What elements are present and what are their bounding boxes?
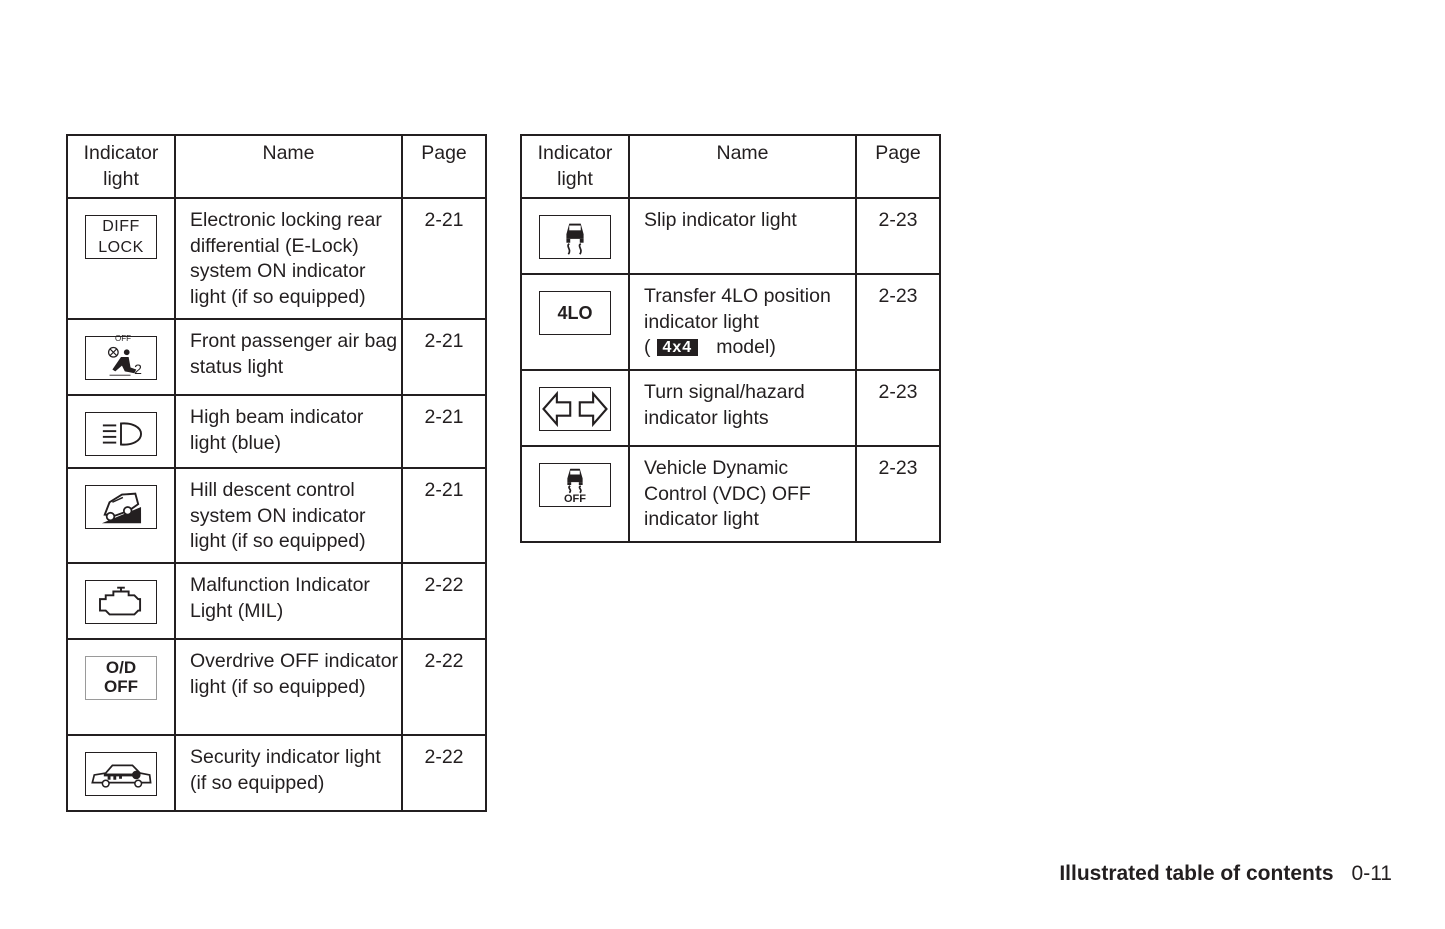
table-row	[67, 319, 486, 395]
indicator-cell	[521, 446, 629, 542]
diff-lock-icon-line1: DIFF	[102, 218, 140, 235]
page-ref: 2-21	[402, 395, 486, 468]
indicator-name: Security indicator light (if so equipped)	[175, 735, 402, 811]
security-key-car-icon-graphic	[86, 753, 156, 795]
indicator-name: Overdrive OFF indicator light (if so equipped)	[175, 639, 402, 735]
high-beam-icon-graphic	[86, 413, 156, 455]
slip-icon	[539, 215, 611, 259]
overdrive-icon-line1: O/D	[105, 658, 137, 677]
indicator-cell	[521, 274, 629, 370]
vdc-off-icon	[539, 463, 611, 507]
page-number: 0-11	[1351, 862, 1392, 885]
indicator-name-text: Transfer 4LO position indicator light	[644, 285, 831, 333]
vdc-off-label: OFF	[564, 493, 586, 505]
4lo-icon-text: 4LO	[557, 303, 593, 323]
indicator-cell	[67, 563, 175, 639]
indicator-name	[629, 274, 856, 370]
header-indicator-light: Indicator light	[67, 135, 175, 198]
indicator-cell	[521, 198, 629, 274]
diff-lock-icon-line2: LOCK	[98, 239, 144, 256]
indicator-cell	[67, 639, 175, 735]
page-ref: 2-23	[856, 274, 940, 370]
indicator-name: Front passenger air bag status light	[175, 319, 402, 395]
indicator-table-right	[520, 134, 941, 543]
page-ref: 2-23	[856, 370, 940, 446]
overdrive-off-icon	[85, 656, 157, 700]
indicator-cell	[67, 735, 175, 811]
indicator-name: Electronic locking rear differential (E-Lock) system ON indicator light (if so equipped)	[175, 198, 402, 319]
header-indicator-light: Indicator light	[521, 135, 629, 198]
table-row	[67, 735, 486, 811]
hill-descent-icon-graphic	[86, 486, 156, 528]
indicator-cell	[67, 395, 175, 468]
indicator-cell	[67, 468, 175, 563]
table-row	[67, 198, 486, 319]
page-ref: 2-22	[402, 563, 486, 639]
section-title: Illustrated table of contents	[1059, 862, 1334, 885]
slip-icon-graphic	[540, 216, 610, 258]
page-ref: 2-22	[402, 735, 486, 811]
indicator-name: Malfunction Indicator Light (MIL)	[175, 563, 402, 639]
engine-check-icon-graphic	[86, 581, 156, 623]
engine-check-icon	[85, 580, 157, 624]
indicator-cell	[67, 198, 175, 319]
model-note-close: model)	[716, 336, 776, 358]
table-header-row	[67, 135, 486, 198]
table-row	[67, 639, 486, 735]
indicator-cell	[67, 319, 175, 395]
overdrive-icon-line2: OFF	[104, 677, 138, 696]
table-row	[521, 274, 940, 370]
turn-signal-icon-graphic	[540, 388, 610, 430]
header-page: Page	[402, 135, 486, 198]
page-ref: 2-21	[402, 319, 486, 395]
indicator-name: Turn signal/hazard indicator lights	[629, 370, 856, 446]
page-footer	[1059, 860, 1392, 888]
indicator-cell	[521, 370, 629, 446]
page-ref: 2-23	[856, 198, 940, 274]
page-ref: 2-21	[402, 198, 486, 319]
hill-descent-icon	[85, 485, 157, 529]
table-row	[67, 395, 486, 468]
indicator-name: Hill descent control system ON indicator light (if so equipped)	[175, 468, 402, 563]
table-row	[67, 563, 486, 639]
table-header-row	[521, 135, 940, 198]
diff-lock-icon	[85, 215, 157, 259]
airbag-off-label: OFF	[115, 334, 131, 343]
header-page: Page	[856, 135, 940, 198]
security-key-car-icon	[85, 752, 157, 796]
4lo-icon	[539, 291, 611, 335]
high-beam-icon	[85, 412, 157, 456]
table-row	[521, 370, 940, 446]
header-name: Name	[175, 135, 402, 198]
4x4-model-badge: 4x4	[657, 339, 699, 356]
indicator-name: High beam indicator light (blue)	[175, 395, 402, 468]
indicator-table-left	[66, 134, 487, 812]
model-note-open: (	[644, 336, 651, 358]
indicator-name: Vehicle Dynamic Control (VDC) OFF indicator light	[629, 446, 856, 542]
airbag-seat-number: 2	[134, 361, 142, 377]
page-ref: 2-21	[402, 468, 486, 563]
table-row	[521, 198, 940, 274]
table-row	[521, 446, 940, 542]
indicator-name: Slip indicator light	[629, 198, 856, 274]
table-row	[67, 468, 486, 563]
header-name: Name	[629, 135, 856, 198]
page-ref: 2-23	[856, 446, 940, 542]
passenger-airbag-off-icon	[85, 336, 157, 380]
page-ref: 2-22	[402, 639, 486, 735]
turn-signal-icon	[539, 387, 611, 431]
